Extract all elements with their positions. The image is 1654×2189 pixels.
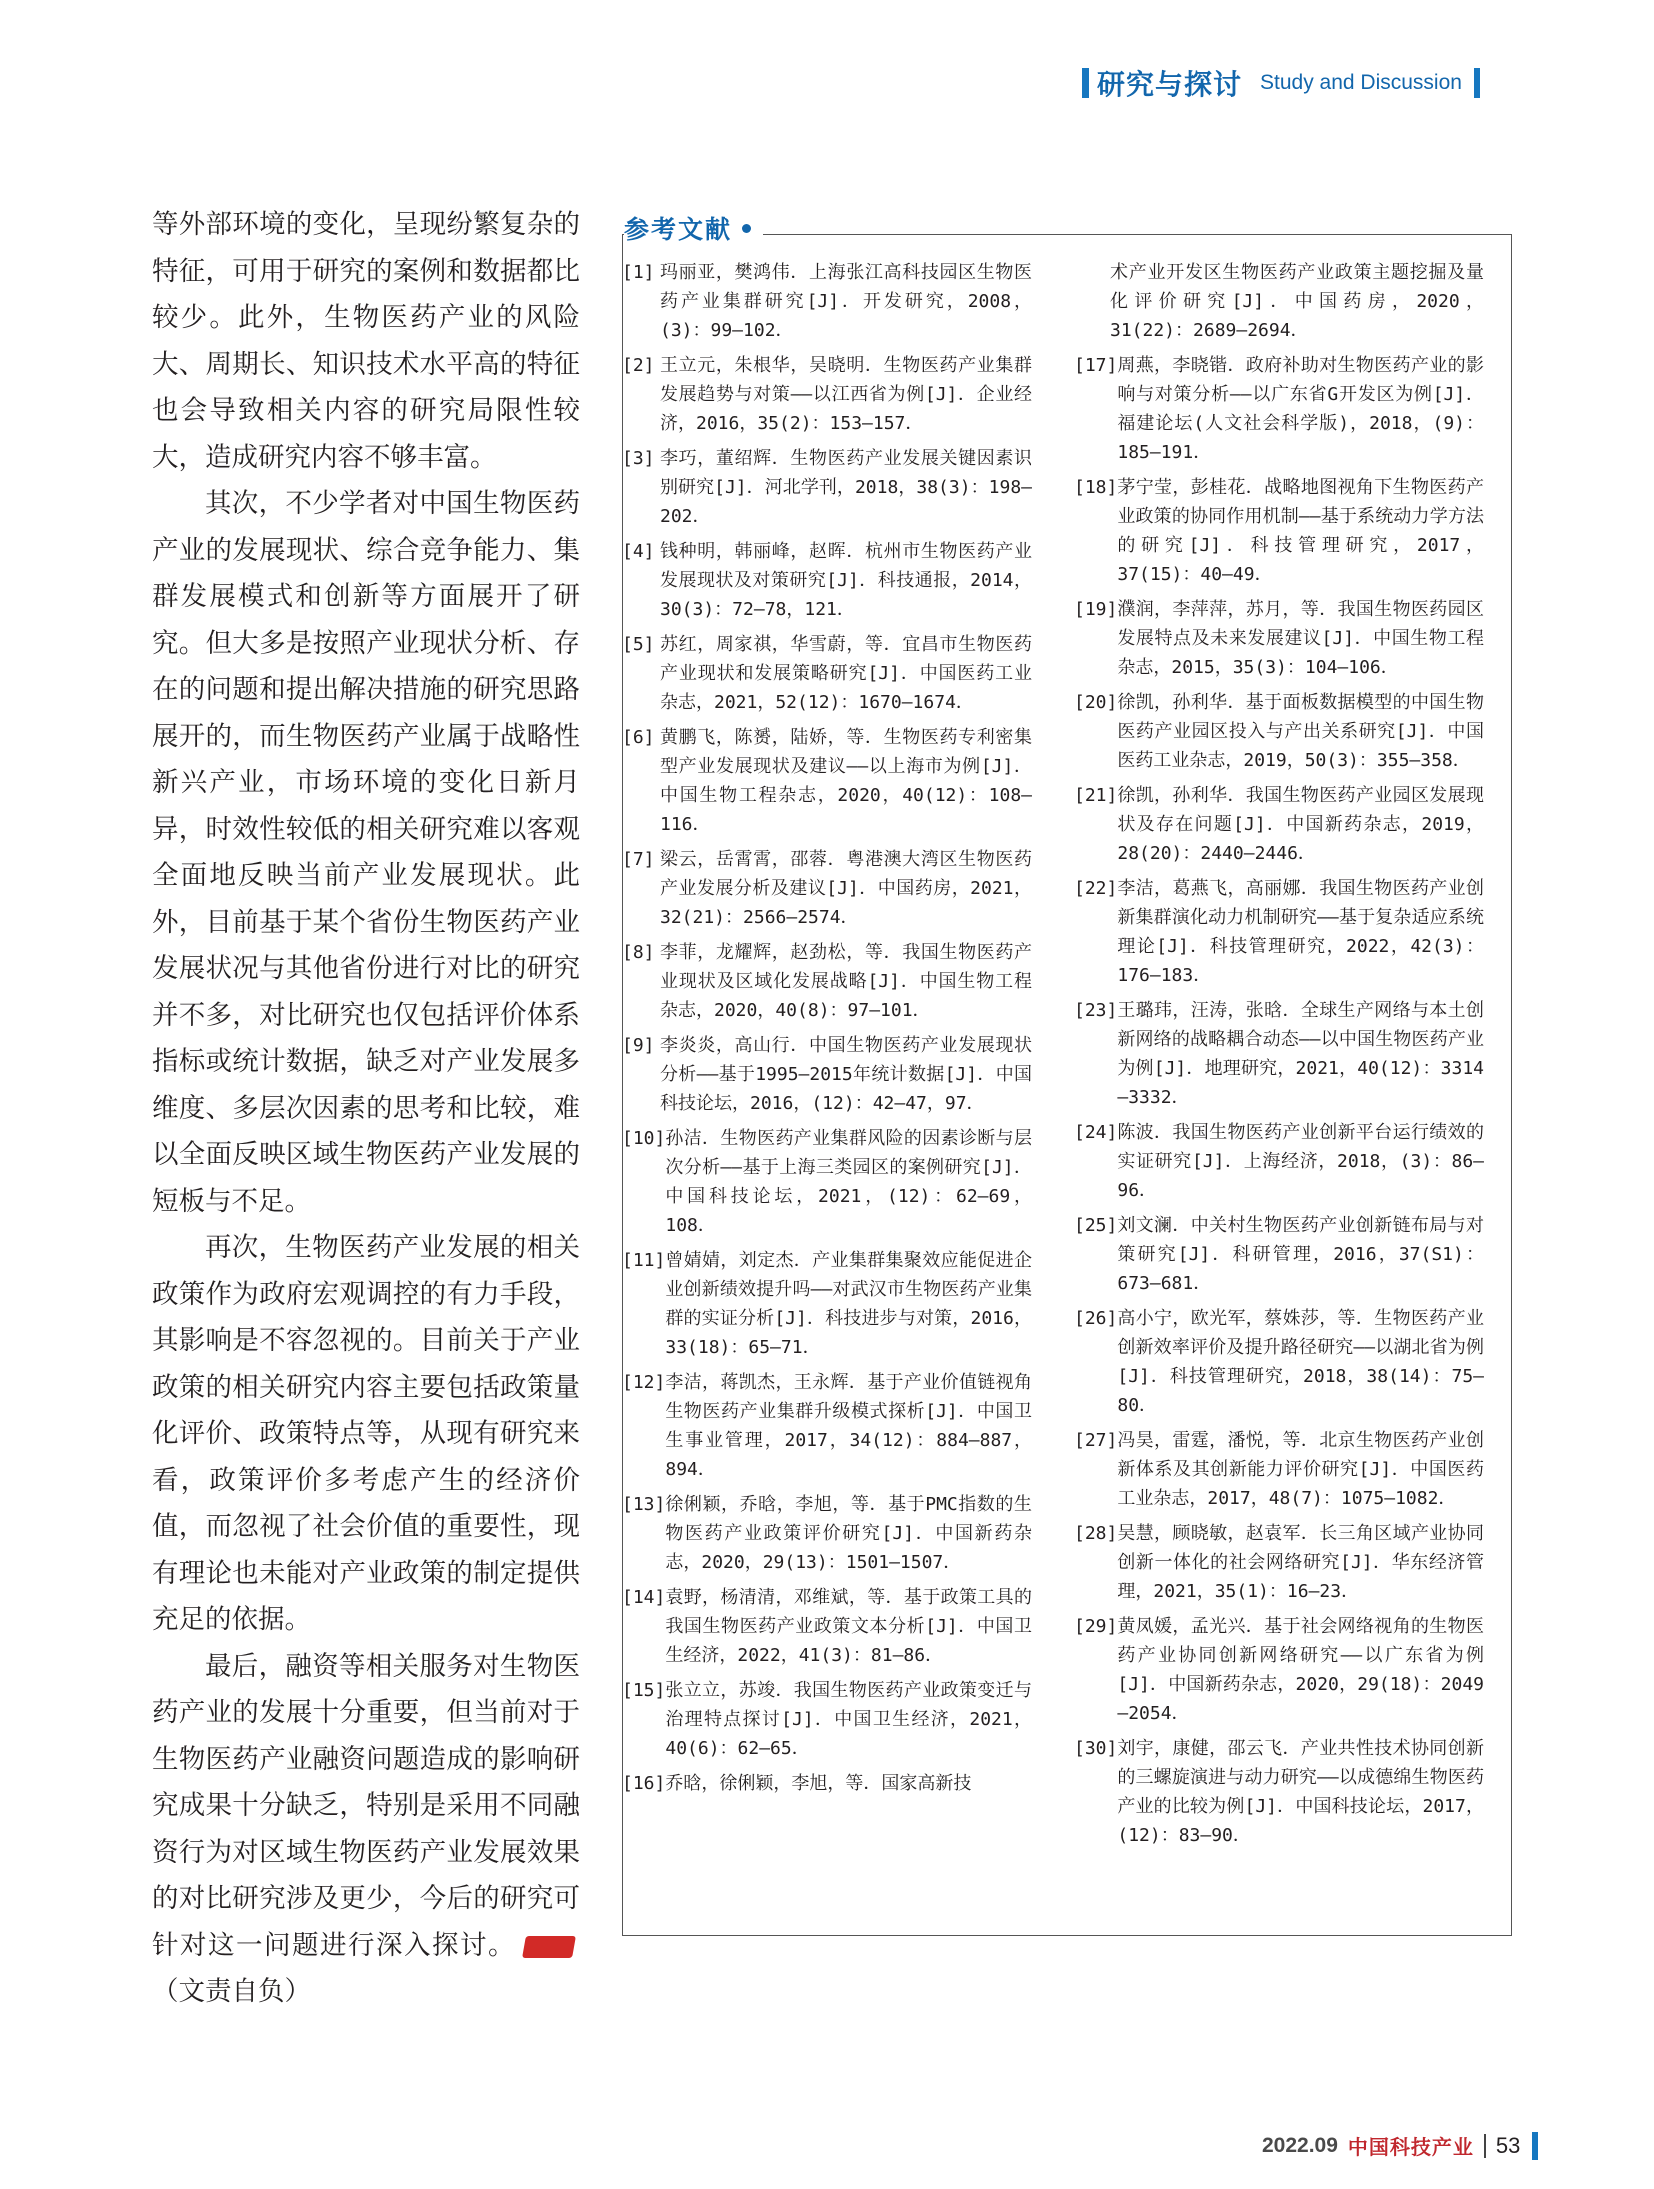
reference-text: 钱种明，韩丽峰，赵晖．杭州市生物医药产业发展现状及对策研究[J]．科技通报，2014，30(3)：72—78，121． (660, 541, 1032, 620)
reference-text: 孙洁．生物医药产业集群风险的因素诊断与层次分析——基于上海三类园区的案例研究[J]．中国科技论坛，2021，(12)：62—69，108． (665, 1128, 1032, 1236)
body-text-column (152, 202, 618, 2016)
reference-number: [14] (622, 1587, 666, 1608)
reference-number: [12] (622, 1372, 666, 1393)
body-paragraph-1: 等外部环境的变化，呈现纷繁复杂的特征，可用于研究的案例和数据都比较少。此外，生物医药产业的风险大、周期长、知识技术水平高的特征也会导致相关内容的研究局限性较大，造成研究内容不够丰富。 (152, 209, 580, 473)
reference-item (622, 351, 1032, 438)
reference-text: 李洁，蒋凯杰，王永辉．基于产业价值链视角生物医药产业集群升级模式探析[J]．中国卫生事业管理，2017，34(12)：884—887，894． (665, 1372, 1032, 1480)
reference-text: 李洁，葛燕飞，高丽娜．我国生物医药产业创新集群演化动力机制研究——基于复杂适应系统理论[J]．科技管理研究，2022，42(3)：176—183． (1117, 878, 1484, 986)
footer-right-bar (1532, 2132, 1538, 2160)
reference-item (622, 1490, 1032, 1577)
section-title-en: Study and Discussion (1260, 71, 1462, 94)
reference-item (622, 537, 1032, 624)
reference-number: [29] (1074, 1616, 1118, 1637)
reference-number (1074, 258, 1110, 345)
references-column-2 (1074, 258, 1484, 1856)
reference-text: 黄凤媛，孟光兴．基于社会网络视角的生物医药产业协同创新网络研究——以广东省为例[J]．中国新药杂志，2020，29(18)：2049—2054． (1117, 1616, 1484, 1724)
section-left-bar (1082, 68, 1089, 98)
reference-item (622, 444, 1032, 531)
reference-number: [19] (1074, 599, 1118, 620)
reference-text: 濮润，李萍萍，苏月，等．我国生物医药园区发展特点及未来发展建议[J]．中国生物工程杂志，2015，35(3)：104—106． (1117, 599, 1484, 678)
reference-item (622, 1124, 1032, 1240)
reference-item (1074, 1612, 1484, 1728)
reference-item (1074, 351, 1484, 467)
reference-item (622, 723, 1032, 839)
reference-item (1074, 595, 1484, 682)
reference-item (1074, 874, 1484, 990)
reference-item (622, 845, 1032, 932)
reference-number: [25] (1074, 1215, 1118, 1236)
reference-text: 王璐玮，汪涛，张晗．全球生产网络与本土创新网络的战略耦合动态——以中国生物医药产业为例[J]．地理研究，2021，40(12)：3314—3332． (1117, 1000, 1484, 1108)
reference-item (622, 1368, 1032, 1484)
issue-date: 2022.09 (1262, 2133, 1338, 2157)
reference-number: [10] (622, 1128, 666, 1149)
reference-item (1074, 1734, 1484, 1850)
reference-number: [5] (622, 634, 655, 655)
reference-number: [24] (1074, 1122, 1118, 1143)
reference-item (622, 258, 1032, 345)
body-paragraph-4-text: 最后，融资等相关服务对生物医药产业的发展十分重要，但当前对于生物医药产业融资问题造成的影响研究成果十分缺乏，特别是采用不同融资行为对区域生物医药产业发展效果的对比研究涉及更少，今后的研究可针对这一问题进行深入探讨。 (152, 1650, 580, 1961)
reference-item (1074, 1426, 1484, 1513)
reference-item (622, 1769, 1032, 1798)
reference-text: 徐俐颖，乔晗，李旭，等．基于PMC指数的生物医药产业政策评价研究[J]．中国新药杂志，2020，29(13)：1501—1507． (665, 1494, 1032, 1573)
reference-text: 茅宁莹，彭桂花．战略地图视角下生物医药产业政策的协同作用机制——基于系统动力学方法的研究[J]．科技管理研究，2017，37(15)：40—49． (1117, 477, 1484, 585)
reference-number: [15] (622, 1680, 666, 1701)
body-paragraph-3: 再次，生物医药产业发展的相关政策作为政府宏观调控的有力手段，其影响是不容忽视的。目前关于产业政策的相关研究内容主要包括政策量化评价、政策特点等，从现有研究来看，政策评价多考虑产生的经济价值，而忽视了社会价值的重要性，现有理论也未能对产业政策的制定提供充足的依据。 (152, 1232, 580, 1635)
references-heading (624, 208, 763, 248)
reference-text: 冯昊，雷霆，潘悦，等．北京生物医药产业创新体系及其创新能力评价研究[J]．中国医药工业杂志，2017，48(7)：1075—1082． (1117, 1430, 1484, 1509)
reference-item (1074, 1211, 1484, 1298)
reference-number: [28] (1074, 1523, 1118, 1544)
reference-item (622, 1583, 1032, 1670)
reference-item (1074, 473, 1484, 589)
reference-item (1074, 1118, 1484, 1205)
reference-number: [11] (622, 1250, 666, 1271)
reference-text: 徐凯，孙利华．基于面板数据模型的中国生物医药产业园区投入与产出关系研究[J]．中国医药工业杂志，2019，50(3)：355—358． (1117, 692, 1484, 771)
reference-item (1074, 688, 1484, 775)
reference-number: [1] (622, 262, 655, 283)
reference-item (1074, 781, 1484, 868)
reference-number: [17] (1074, 355, 1118, 376)
reference-text: 李巧，董绍辉．生物医药产业发展关键因素识别研究[J]．河北学刊，2018，38(3)：198—202． (660, 448, 1032, 527)
reference-number: [9] (622, 1035, 655, 1056)
section-right-bar (1474, 68, 1480, 98)
reference-item (622, 630, 1032, 717)
reference-item (1074, 1304, 1484, 1420)
reference-number: [2] (622, 355, 655, 376)
section-title-cn: 研究与探讨 (1097, 68, 1243, 101)
reference-text: 徐凯，孙利华．我国生物医药产业园区发展现状及存在问题[J]．中国新药杂志，2019，28(20)：2440—2446． (1117, 785, 1484, 864)
reference-text: 高小宁，欧光军，蔡姝莎，等．生物医药产业创新效率评价及提升路径研究——以湖北省为例[J]．科技管理研究，2018，38(14)：75—80． (1117, 1308, 1484, 1416)
reference-item (1074, 1519, 1484, 1606)
reference-number: [16] (622, 1773, 666, 1794)
reference-text: 张立立，苏竣．我国生物医药产业政策变迁与治理特点探讨[J]．中国卫生经济，2021，40(6)：62—65． (665, 1680, 1032, 1759)
reference-text: 袁野，杨清清，邓维斌，等．基于政策工具的我国生物医药产业政策文本分析[J]．中国卫生经济，2022，41(3)：81—86． (665, 1587, 1032, 1666)
reference-text: 黄鹏飞，陈赟，陆娇，等．生物医药专利密集型产业发展现状及建议——以上海市为例[J]．中国生物工程杂志，2020，40(12)：108—116． (660, 727, 1032, 835)
reference-item (1074, 996, 1484, 1112)
reference-number: [20] (1074, 692, 1118, 713)
reference-text: 乔晗，徐俐颖，李旭，等．国家高新技 (665, 1773, 972, 1794)
reference-text: 术产业开发区生物医药产业政策主题挖掘及量化评价研究[J]．中国药房，2020，31(22)：2689—2694． (1110, 262, 1484, 341)
reference-text: 曾婧婧，刘定杰．产业集群集聚效应能促进企业创新绩效提升吗——对武汉市生物医药产业集群的实证分析[J]．科技进步与对策，2016，33(18)：65—71． (665, 1250, 1032, 1358)
footer-divider (1484, 2134, 1486, 2158)
page-number: 53 (1495, 2132, 1521, 2158)
reference-number: [8] (622, 942, 655, 963)
reference-number: [21] (1074, 785, 1118, 806)
reference-number: [22] (1074, 878, 1118, 899)
reference-number: [7] (622, 849, 655, 870)
section-header (1082, 66, 1480, 100)
reference-text: 陈波．我国生物医药产业创新平台运行绩效的实证研究[J]．上海经济，2018，(3)：86—96． (1117, 1122, 1484, 1201)
stic-logo-icon: STIC (522, 1936, 576, 1958)
reference-number: [23] (1074, 1000, 1118, 1021)
journal-name: 中国科技产业 (1347, 2135, 1474, 2159)
reference-number: [3] (622, 448, 655, 469)
page-footer (1262, 2131, 1538, 2160)
reference-number: [4] (622, 541, 655, 562)
end-note: （文责自负） (152, 1976, 311, 2007)
body-paragraph-4 (152, 1644, 618, 2016)
reference-number: [26] (1074, 1308, 1118, 1329)
reference-text: 刘文澜．中关村生物医药产业创新链布局与对策研究[J]．科研管理，2016，37(S1)：673—681． (1117, 1215, 1484, 1294)
reference-text: 李炎炎，高山行．中国生物医药产业发展现状分析——基于1995—2015年统计数据[J]．中国科技论坛，2016，(12)：42—47，97． (660, 1035, 1032, 1114)
reference-text: 玛丽亚，樊鸿伟．上海张江高科技园区生物医药产业集群研究[J]．开发研究，2008，(3)：99—102． (660, 262, 1032, 341)
reference-number: [18] (1074, 477, 1118, 498)
reference-text: 苏红，周家祺，华雪蔚，等．宜昌市生物医药产业现状和发展策略研究[J]．中国医药工业杂志，2021，52(12)：1670—1674． (660, 634, 1032, 713)
reference-number: [13] (622, 1494, 666, 1515)
reference-text: 吴慧，顾晓敏，赵袁军．长三角区域产业协同创新一体化的社会网络研究[J]．华东经济管理，2021，35(1)：16—23． (1117, 1523, 1484, 1602)
reference-text: 梁云，岳霄霄，邵蓉．粤港澳大湾区生物医药产业发展分析及建议[J]．中国药房，2021，32(21)：2566—2574． (660, 849, 1032, 928)
references-title: 参考文献 (624, 215, 733, 244)
reference-item (1074, 258, 1484, 345)
reference-text: 周燕，李晓锴．政府补助对生物医药产业的影响与对策分析——以广东省G开发区为例[J]．福建论坛(人文社会科学版)，2018，(9)：185—191． (1117, 355, 1484, 463)
references-column-1 (622, 258, 1032, 1804)
reference-text: 李菲，龙耀辉，赵劲松，等．我国生物医药产业现状及区域化发展战略[J]．中国生物工程杂志，2020，40(8)：97—101． (660, 942, 1032, 1021)
reference-number: [27] (1074, 1430, 1118, 1451)
reference-item (622, 1031, 1032, 1118)
reference-number: [30] (1074, 1738, 1118, 1759)
reference-item (622, 1676, 1032, 1763)
reference-item (622, 938, 1032, 1025)
body-paragraph-2: 其次，不少学者对中国生物医药产业的发展现状、综合竞争能力、集群发展模式和创新等方面展开了研究。但大多是按照产业现状分析、存在的问题和提出解决措施的研究思路展开的，而生物医药产业属于战略性新兴产业，市场环境的变化日新月异，时效性较低的相关研究难以客观全面地反映当前产业发展现状。此外，目前基于某个省份生物医药产业发展状况与其他省份进行对比的研究并不多，对比研究也仅包括评价体系指标或统计数据，缺乏对产业发展多维度、多层次因素的思考和比较，难以全面反映区域生物医药产业发展的短板与不足。 (152, 488, 580, 1217)
reference-text: 王立元，朱根华，吴晓明．生物医药产业集群发展趋势与对策——以江西省为例[J]．企业经济，2016，35(2)：153—157． (660, 355, 1032, 434)
reference-number: [6] (622, 727, 655, 748)
bullet-dot-icon (742, 224, 751, 233)
reference-text: 刘宇，康健，邵云飞．产业共性技术协同创新的三螺旋演进与动力研究——以成德绵生物医药产业的比较为例[J]．中国科技论坛，2017，(12)：83—90． (1117, 1738, 1484, 1846)
reference-item (622, 1246, 1032, 1362)
